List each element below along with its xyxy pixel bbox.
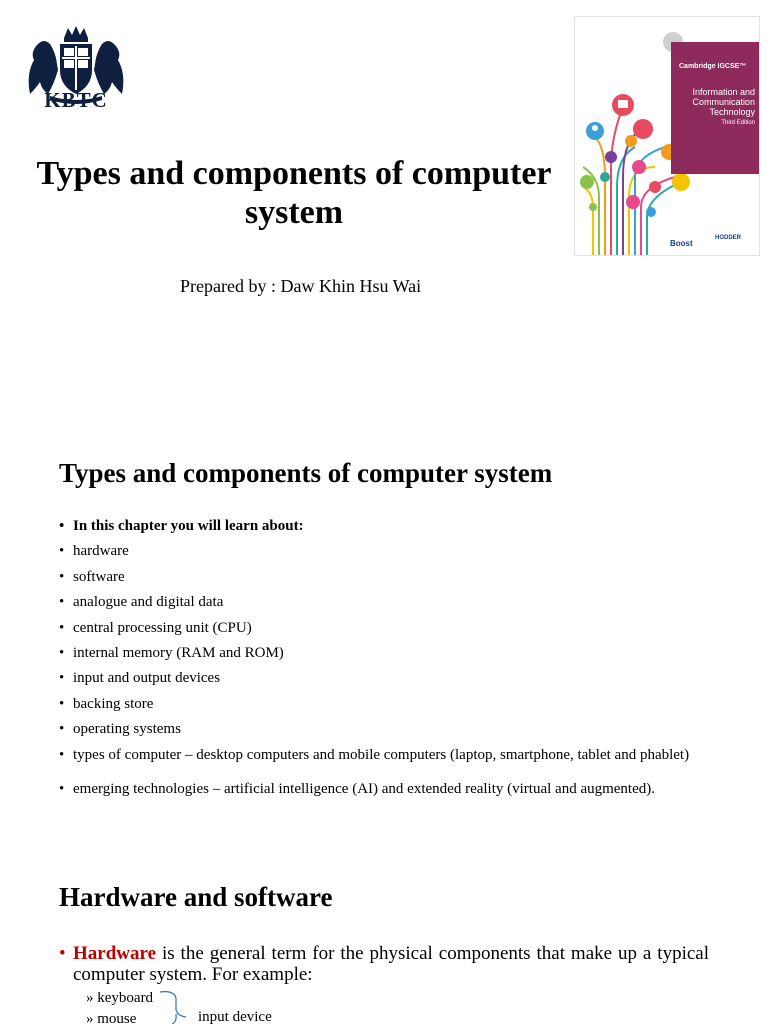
bullet-marker: • — [59, 943, 66, 964]
cover-edition: Third Edition — [721, 120, 755, 126]
brace-connector-icon — [158, 988, 198, 1024]
list-item: • central processing unit (CPU) — [59, 620, 709, 645]
learning-list — [59, 518, 709, 806]
book-cover-image — [574, 16, 760, 256]
list-item: • internal memory (RAM and ROM) — [59, 645, 709, 670]
example-item: » mouse — [86, 1011, 137, 1027]
example-item: » keyboard — [86, 990, 154, 1006]
section-heading-hardware: Hardware and software — [59, 882, 333, 912]
list-item: • types of computer – desktop computers and mobile computers (laptop, smartphone, tablet and phablet) — [59, 747, 709, 781]
cover-publisher-logo: HODDER — [715, 235, 742, 241]
list-item: • emerging technologies – artificial intelligence (AI) and extended reality (virtual and augmented). — [59, 781, 709, 806]
title-line-1: Types and components of computer — [36, 155, 552, 192]
cover-title-line: Information and — [692, 87, 755, 97]
logo-text: KBTC — [44, 88, 108, 112]
list-item: • backing store — [59, 696, 709, 721]
title-line-2: system — [244, 194, 344, 231]
cover-brand: Cambridge IGCSE™ — [679, 63, 747, 70]
hardware-term: Hardware — [73, 943, 157, 964]
list-intro: • In this chapter you will learn about: — [59, 518, 709, 543]
hardware-definition — [59, 943, 709, 985]
presentation-title — [20, 154, 568, 232]
cover-title — [671, 87, 755, 117]
list-item: • operating systems — [59, 721, 709, 746]
prepared-by: Prepared by : Daw Khin Hsu Wai — [180, 276, 422, 296]
input-device-label: input device — [198, 1009, 272, 1025]
list-item: • input and output devices — [59, 670, 709, 695]
list-item: • hardware — [59, 543, 709, 568]
list-item: • software — [59, 569, 709, 594]
cover-title-line: Technology — [709, 107, 755, 117]
hardware-definition-text: is the general term for the physical components that make up a typical computer system. For example: — [73, 943, 709, 985]
section-heading-types: Types and components of computer system — [59, 458, 553, 488]
list-item: • analogue and digital data — [59, 594, 709, 619]
cover-boost-logo: Boost — [670, 239, 693, 248]
cover-title-line: Communication — [692, 97, 755, 107]
